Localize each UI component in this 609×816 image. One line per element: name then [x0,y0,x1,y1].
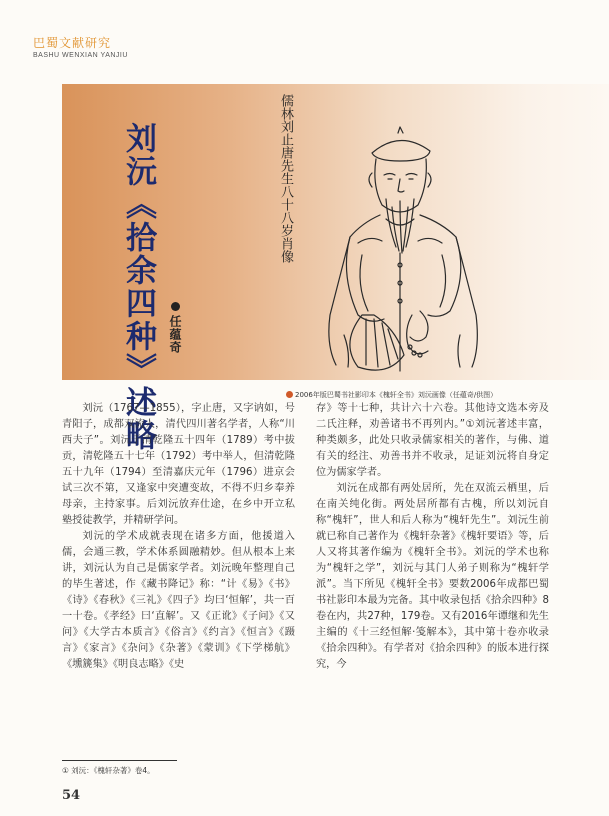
paragraph: 刘沅的学术成就表现在诸多方面，他援道入儒，会通三教，学术体系圆融精妙。但从根本上来讲，刘沅认为自己是儒家学者。刘沅晚年整理自己的毕生著述，作《藏书降记》称：“计《易》《书》《诗》《春秋》《三礼》《四子》均曰‘恒解’，共一百一十卷。《孝经》曰‘直解’。又《正讹》《子问》《又问》《大学古本质言》《俗言》《约言》《恒言》《蹑言》《家言》《杂问》《杂著》《蒙训》《下学梯航》《壎篪集》《明良志略》《史 [62,531,295,670]
article-title: 刘沅《拾余四种》述略 [120,122,156,452]
page-number: 54 [62,788,81,803]
footnote-divider [62,760,177,761]
caption-text: 2006年版巴蜀书社影印本《槐轩全书》刘沅画像（任蕴奇/供图） [295,391,498,399]
image-caption [286,390,586,400]
footnote: ① 刘沅：《槐轩杂著》卷4。 [62,766,155,775]
author-name: 任蕴奇 [168,315,182,354]
paragraph: 刘沅在成都有两处居所，先在双流云栖里，后在南关纯化街。两处居所都有古槐，所以刘沅自称“槐轩”，世人和后人称为“槐轩先生”。刘沅生前就已称自己著作为《槐轩杂著》《槐轩要语》等，后人又将其著作编为《槐轩全书》。刘沅的学术也称为“槐轩之学”，刘沅与其门人弟子则称为“槐轩学派”。当下所见《槐轩全书》要数2006年成都巴蜀书社影印本最为完备。其中收录包括《拾余四种》8卷在内，共27种，179卷。又有2016年谭继和先生主编的《十三经恒解·笺解本》，其中第十卷亦收录《拾余四种》。有学者对《拾余四种》的版本进行探究，今 [316,483,549,670]
portrait-illustration [300,115,500,377]
author-bullet-icon [171,302,180,311]
portrait-inscription: 儒林刘止唐先生八十八岁肖像 [278,94,293,263]
journal-name-cn: 巴蜀文献研究 [33,36,112,50]
body-column-left [62,401,295,673]
author-line [168,302,184,354]
journal-header [33,34,128,59]
paragraph: 存》等十七种，共计六十六卷。其他诗文选本旁及二氏注释，劝善诸书不再列内。”①刘沅著述丰富，种类颇多，此处只收录儒家相关的著作，与佛、道有关的经注、劝善书并不收录，足证刘沅将自身定位为儒家学者。 [316,403,549,478]
body-column-right [316,401,549,673]
paragraph: 刘沅（1767—1855），字止唐，又字讷如，号青阳子，成都双流人，清代四川著名学者，人称“川西夫子”。刘沅于清乾隆五十四年（1789）考中拔贡，清乾隆五十七年（1792）考中举人，但清乾隆五十九年（1794）至清嘉庆元年（1796）进京会试三次不第，又逢家中突遭变故，不得不归乡奉养母亲，主持家事。后刘沅放弃仕途，在乡中开立私塾授徒教学，并精研学问。 [62,403,295,526]
journal-name-en: BASHU WENXIAN YANJIU [33,52,128,59]
caption-marker-icon [286,391,293,398]
